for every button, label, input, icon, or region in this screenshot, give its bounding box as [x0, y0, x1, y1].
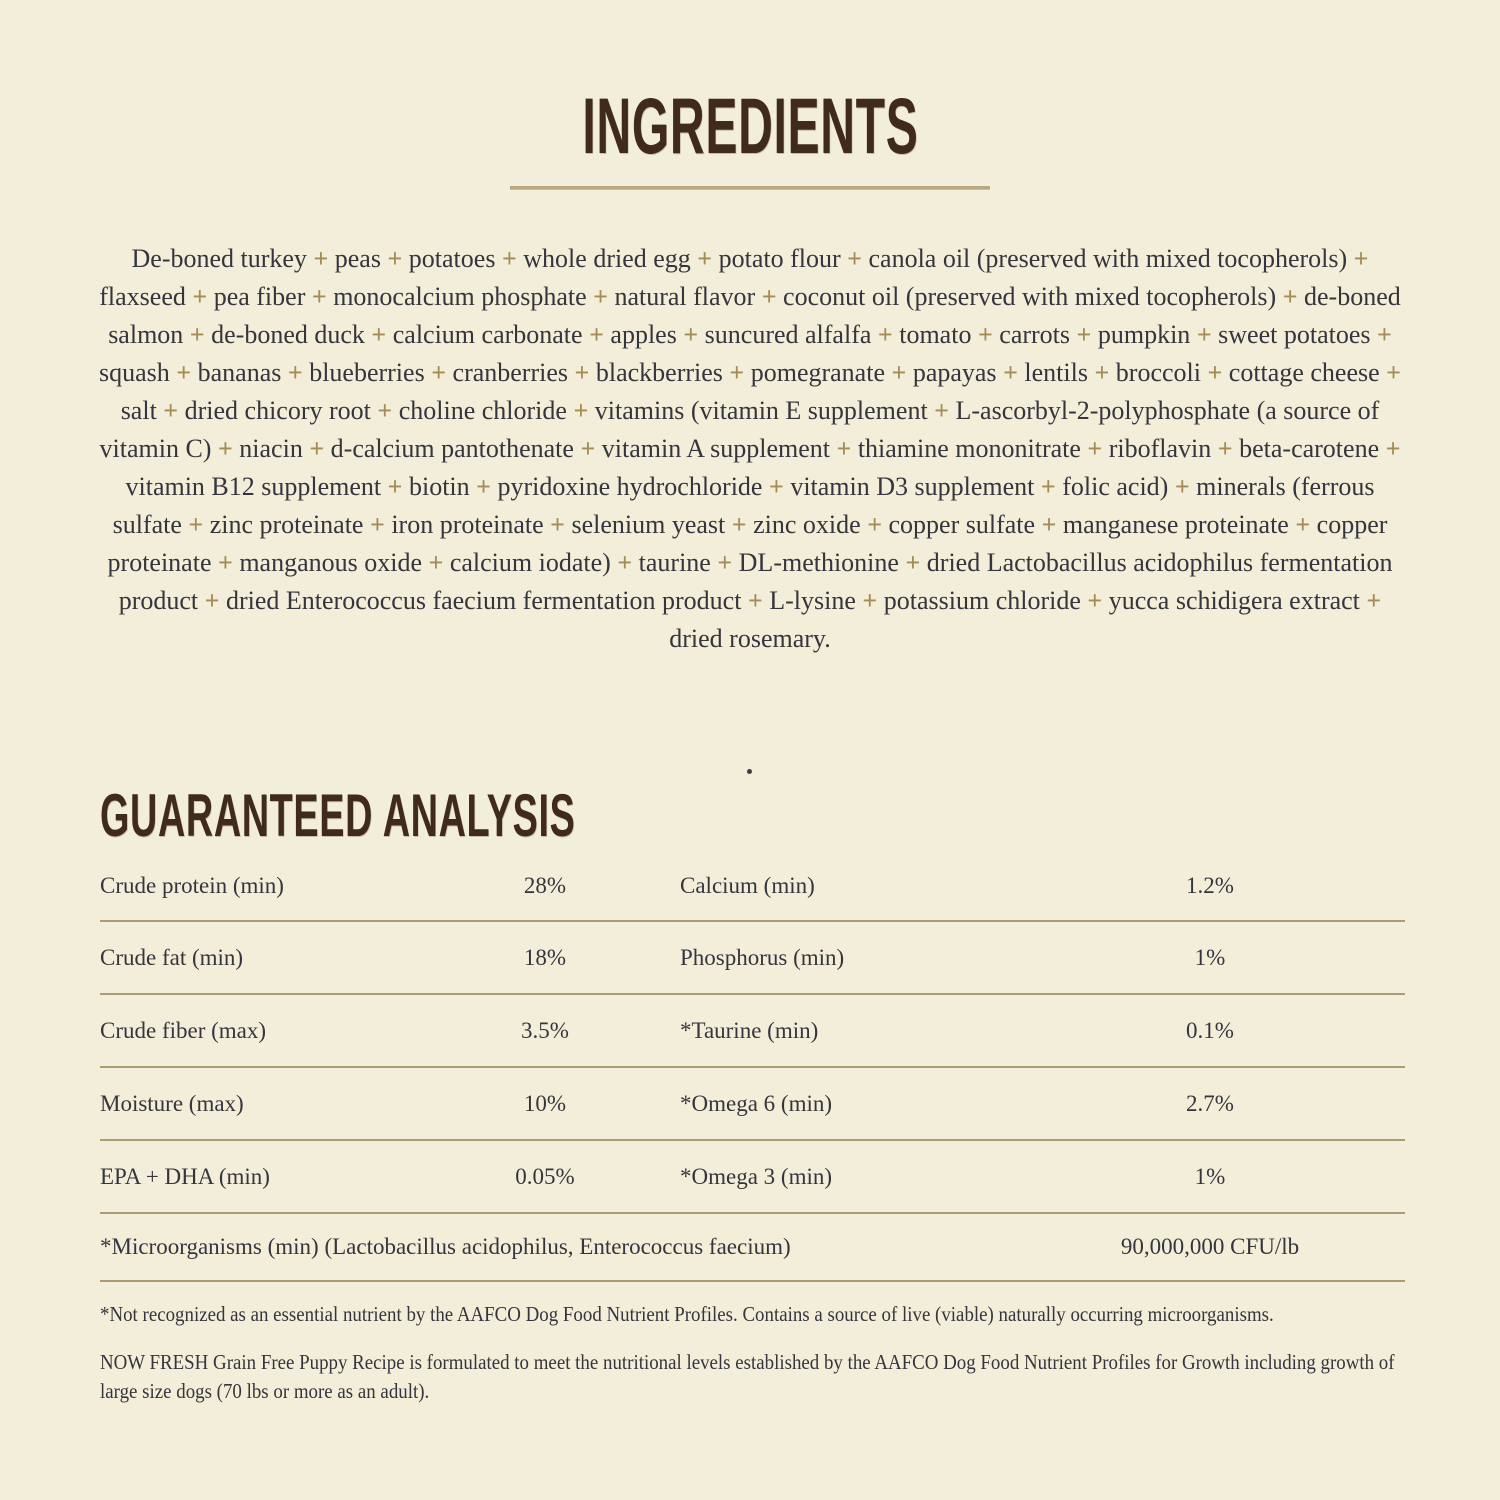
ingredient-item: cottage cheese — [1228, 358, 1380, 387]
plus-separator-icon: + — [189, 320, 205, 349]
plus-separator-icon: + — [1376, 320, 1392, 349]
plus-separator-icon: + — [188, 510, 204, 539]
plus-separator-icon: + — [697, 244, 713, 273]
ingredient-item: blackberries — [595, 358, 723, 387]
ingredient-item: dried Enterococcus faecium fermentation product — [225, 586, 742, 615]
plus-separator-icon: + — [593, 282, 608, 311]
ingredient-item: folic acid) — [1062, 472, 1169, 501]
ingredient-item: carrots — [999, 320, 1071, 349]
analysis-label: Crude fiber (max) — [100, 1017, 267, 1043]
plus-separator-icon: + — [163, 396, 179, 425]
plus-separator-icon: + — [1174, 472, 1190, 501]
ingredient-item: vitamin B12 supplement — [125, 472, 382, 501]
plus-separator-icon: + — [891, 358, 907, 387]
analysis-value: 18% — [523, 944, 567, 970]
analysis-value: 2.7% — [1186, 1090, 1234, 1116]
plus-separator-icon: + — [217, 434, 233, 463]
analysis-row — [100, 922, 1405, 995]
plus-separator-icon: + — [877, 320, 893, 349]
ingredient-item: salt — [120, 396, 157, 425]
plus-separator-icon: + — [369, 510, 385, 539]
plus-separator-icon: + — [287, 358, 303, 387]
plus-separator-icon: + — [862, 586, 878, 615]
analysis-value: 1% — [1194, 1163, 1226, 1189]
guaranteed-analysis-title: GUARANTEED ANALYSIS — [100, 782, 576, 849]
ingredient-item: DL-methionine — [738, 548, 899, 577]
ingredient-item: natural flavor — [614, 282, 756, 311]
plus-separator-icon: + — [847, 244, 862, 273]
plus-separator-icon: + — [1196, 320, 1212, 349]
analysis-row — [100, 1068, 1405, 1141]
ingredient-item: papayas — [912, 358, 997, 387]
plus-separator-icon: + — [905, 548, 921, 577]
ingredient-item: de-boned duck — [211, 320, 365, 349]
plus-separator-icon: + — [1217, 434, 1233, 463]
ingredient-item: d-calcium pantothenate — [330, 434, 574, 463]
ingredient-item: squash — [99, 358, 170, 387]
analysis-label: EPA + DHA (min) — [100, 1163, 270, 1189]
ingredient-item: apples — [610, 320, 677, 349]
plus-separator-icon: + — [176, 358, 192, 387]
plus-separator-icon: + — [1003, 358, 1018, 387]
plus-separator-icon: + — [761, 282, 777, 311]
ingredient-item: calcium carbonate — [392, 320, 583, 349]
plus-separator-icon: + — [836, 434, 852, 463]
plus-separator-icon: + — [431, 358, 447, 387]
ingredient-item: potato flour — [718, 244, 841, 273]
analysis-value: 1.2% — [1186, 873, 1234, 898]
ingredient-item: selenium yeast — [571, 510, 726, 539]
ingredient-item: biotin — [408, 472, 470, 501]
plus-separator-icon: + — [1385, 434, 1401, 463]
plus-separator-icon: + — [204, 586, 220, 615]
ingredient-item: tomato — [899, 320, 972, 349]
ingredient-item: de-boned salmon — [108, 282, 1401, 349]
plus-separator-icon: + — [934, 396, 949, 425]
stray-dot — [747, 769, 752, 774]
analysis-value: 28% — [523, 873, 567, 898]
plus-separator-icon: + — [1094, 358, 1110, 387]
plus-separator-icon: + — [617, 548, 633, 577]
ingredient-item: De-boned turkey — [131, 244, 307, 273]
plus-separator-icon: + — [717, 548, 733, 577]
ingredient-item: suncured alfalfa — [704, 320, 872, 349]
ingredient-item: copper sulfate — [888, 510, 1036, 539]
analysis-value: 90,000,000 CFU/lb — [1120, 1234, 1300, 1259]
plus-separator-icon: + — [683, 320, 699, 349]
ingredient-item: dried chicory root — [184, 396, 371, 425]
analysis-table — [100, 852, 1405, 1282]
ingredient-item: bananas — [197, 358, 282, 387]
ingredient-item: thiamine mononitrate — [857, 434, 1081, 463]
ingredient-item: minerals (ferrous sulfate — [112, 472, 1375, 539]
ingredient-item: flaxseed — [99, 282, 186, 311]
plus-separator-icon: + — [1041, 510, 1057, 539]
ingredient-item: blueberries — [309, 358, 425, 387]
analysis-row — [100, 852, 1405, 922]
ingredient-item: cranberries — [452, 358, 569, 387]
analysis-label: Crude fat (min) — [100, 944, 244, 970]
plus-separator-icon: + — [476, 472, 491, 501]
ingredient-item: copper proteinate — [107, 510, 1388, 577]
plus-separator-icon: + — [1386, 358, 1401, 387]
plus-separator-icon: + — [1087, 586, 1103, 615]
analysis-row — [100, 1141, 1405, 1214]
ingredient-item: vitamins (vitamin E supplement — [594, 396, 928, 425]
plus-separator-icon: + — [311, 282, 327, 311]
plus-separator-icon: + — [217, 548, 233, 577]
plus-separator-icon: + — [1295, 510, 1311, 539]
analysis-row-microorganisms — [100, 1214, 1405, 1282]
plus-separator-icon: + — [371, 320, 387, 349]
plus-separator-icon: + — [580, 434, 596, 463]
guaranteed-analysis-header — [100, 782, 855, 849]
plus-separator-icon: + — [1282, 282, 1298, 311]
plus-separator-icon: + — [313, 244, 329, 273]
analysis-label: *Taurine (min) — [680, 1017, 819, 1043]
plus-separator-icon: + — [309, 434, 325, 463]
plus-separator-icon: + — [589, 320, 604, 349]
ingredient-item: beta-carotene — [1239, 434, 1380, 463]
ingredient-item: coconut oil (preserved with mixed tocopherols) — [783, 282, 1277, 311]
plus-separator-icon: + — [573, 396, 589, 425]
ingredient-item: dried Lactobacillus acidophilus fermentation product — [118, 548, 1393, 615]
analysis-value: 3.5% — [521, 1017, 569, 1043]
ingredients-paragraph — [95, 240, 1405, 658]
ingredient-item: dried rosemary. — [669, 624, 831, 653]
ingredient-item: riboflavin — [1108, 434, 1212, 463]
ingredient-item: potatoes — [408, 244, 496, 273]
ingredients-title: INGREDIENTS — [581, 81, 919, 170]
ingredient-item: iron proteinate — [391, 510, 544, 539]
ingredient-item: pyridoxine hydrochloride — [497, 472, 763, 501]
footnotes — [100, 1300, 1410, 1425]
ingredient-item: peas — [334, 244, 381, 273]
plus-separator-icon: + — [377, 396, 393, 425]
analysis-label: Phosphorus (min) — [680, 944, 845, 970]
ingredient-item: choline chloride — [398, 396, 567, 425]
ingredients-section-header — [0, 81, 1500, 170]
ingredient-item: niacin — [239, 434, 303, 463]
plus-separator-icon: + — [1366, 586, 1382, 615]
plus-separator-icon: + — [729, 358, 745, 387]
ingredient-item: vitamin A supplement — [601, 434, 830, 463]
ingredient-item: L-ascorbyl-2-polyphosphate (a source of vitamin C) — [99, 396, 1380, 463]
plus-separator-icon: + — [977, 320, 993, 349]
analysis-value: 0.05% — [515, 1163, 575, 1189]
ingredient-item: manganous oxide — [239, 548, 422, 577]
ingredient-item: zinc proteinate — [209, 510, 364, 539]
plus-separator-icon: + — [867, 510, 883, 539]
plus-separator-icon: + — [550, 510, 565, 539]
analysis-label: *Microorganisms (min) (Lactobacillus acidophilus, Enterococcus faecium) — [100, 1234, 791, 1259]
analysis-label: Moisture (max) — [100, 1090, 244, 1116]
plus-separator-icon: + — [768, 472, 784, 501]
ingredient-item: canola oil (preserved with mixed tocopherols) — [868, 244, 1348, 273]
plus-separator-icon: + — [1353, 244, 1369, 273]
footnote-formulation: NOW FRESH Grain Free Puppy Recipe is formulated to meet the nutritional levels established by the AAFCO Dog Food Nutrient Profiles for Growth including growth of large size dogs (70 lbs or more as an adult). — [100, 1350, 1395, 1403]
analysis-label: *Omega 6 (min) — [680, 1090, 833, 1116]
plus-separator-icon: + — [1087, 434, 1103, 463]
analysis-value: 10% — [523, 1090, 567, 1116]
ingredient-item: broccoli — [1115, 358, 1201, 387]
ingredient-item: yucca schidigera extract — [1108, 586, 1360, 615]
ingredient-item: calcium iodate) — [449, 548, 611, 577]
ingredient-item: monocalcium phosphate — [333, 282, 587, 311]
plus-separator-icon: + — [1076, 320, 1092, 349]
ingredient-item: lentils — [1024, 358, 1088, 387]
plus-separator-icon: + — [387, 244, 403, 273]
plus-separator-icon: + — [731, 510, 747, 539]
footnote-aafco-nutrient: *Not recognized as an essential nutrient by the AAFCO Dog Food Nutrient Profiles. Contains a source of live (viable) naturally occurring microorganisms. — [100, 1302, 1274, 1326]
analysis-label: Calcium (min) — [680, 873, 815, 898]
ingredient-item: sweet potatoes — [1218, 320, 1371, 349]
plus-separator-icon: + — [192, 282, 208, 311]
title-divider — [510, 186, 990, 190]
plus-separator-icon: + — [1040, 472, 1056, 501]
ingredient-item: manganese proteinate — [1062, 510, 1289, 539]
analysis-value: 0.1% — [1186, 1017, 1234, 1043]
analysis-label: Crude protein (min) — [100, 873, 284, 898]
ingredient-item: vitamin D3 supplement — [790, 472, 1035, 501]
plus-separator-icon: + — [747, 586, 763, 615]
plus-separator-icon: + — [574, 358, 590, 387]
analysis-value: 1% — [1194, 944, 1226, 970]
ingredient-item: potassium chloride — [883, 586, 1081, 615]
plus-separator-icon: + — [1207, 358, 1223, 387]
plus-separator-icon: + — [501, 244, 517, 273]
ingredient-item: whole dried egg — [523, 244, 691, 273]
ingredient-item: L-lysine — [769, 586, 856, 615]
ingredient-item: pea fiber — [213, 282, 306, 311]
plus-separator-icon: + — [387, 472, 403, 501]
analysis-label: *Omega 3 (min) — [680, 1163, 833, 1189]
ingredient-item: pumpkin — [1097, 320, 1191, 349]
analysis-row — [100, 995, 1405, 1068]
ingredient-item: zinc oxide — [753, 510, 861, 539]
ingredient-item: pomegranate — [750, 358, 885, 387]
plus-separator-icon: + — [428, 548, 444, 577]
ingredient-item: taurine — [638, 548, 711, 577]
